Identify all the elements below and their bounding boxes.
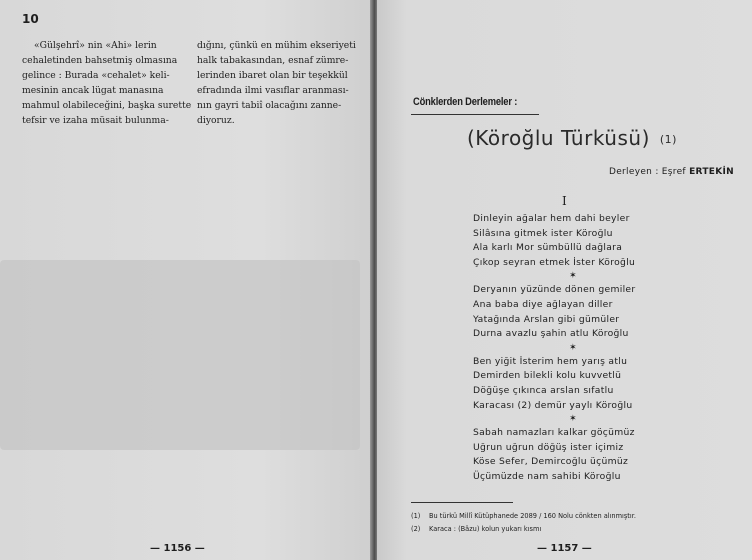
verse-line: Yatağında Arslan gibi gümüler <box>473 313 620 325</box>
text-line: mahmul olabileceğini, başka surette <box>22 100 192 111</box>
footnote <box>411 510 731 523</box>
footnote-rule <box>411 502 513 503</box>
footnote-mark: (2) <box>411 525 421 533</box>
footnote-text: Bu türkü Millî Kütüphanede 2089 / 160 Nolu cönkten alınmıştır. <box>429 512 636 520</box>
verse-line: Uğrun uğrun döğüş ister içimiz <box>473 441 624 453</box>
footnote-text: Karaca : (Bâzu) kolun yukarı kısmı <box>429 525 542 533</box>
title-footnote-ref: (1) <box>659 133 677 146</box>
byline-label: Derleyen : Eşref <box>608 167 686 177</box>
verse-line: Durna avazlu şahin atlu Köroğlu <box>473 328 629 340</box>
footnotes <box>411 510 731 536</box>
verse-line: Döğüşe çıkınca arslan sıfatlu <box>473 384 614 396</box>
verse-line: Deryanın yüzünde dönen gemiler <box>473 284 636 296</box>
byline <box>609 167 734 177</box>
byline-name: ERTEKİN <box>689 167 734 177</box>
text-line: diyoruz. <box>197 115 235 126</box>
stanza <box>473 283 683 341</box>
section-heading: Cönklerden Derlemeler : <box>413 96 518 108</box>
verse-line: Köse Sefer, Demircoğlu üçümüz <box>473 456 629 468</box>
stanza <box>473 212 683 270</box>
text-line: tefsir ve izaha müsait bulunma- <box>22 115 169 126</box>
stanza <box>473 426 683 484</box>
stanza-number: I <box>562 194 567 208</box>
text-line: «Gülşehrî» nin «Ahi» lerin <box>34 40 157 51</box>
text-line: mesinin ancak lügat manasına <box>22 85 164 96</box>
text-line: cehaletinden bahsetmiş olmasına <box>22 55 178 66</box>
verse-line: Çıkop seyran etmek İster Köroğlu <box>473 256 636 268</box>
footnote <box>411 523 731 536</box>
show-through-photo <box>0 260 360 450</box>
text-line: halk tabakasından, esnaf zümre- <box>197 55 349 66</box>
text-line: lerinden ibaret olan bir teşekkül <box>197 70 348 81</box>
heading-rule <box>411 114 539 115</box>
text-line: nın gayri tabiî olacağını zanne- <box>197 100 342 111</box>
text-line: dığını, çünkü en mühim ekseriyeti <box>197 40 356 51</box>
footnote-mark: (1) <box>411 512 421 520</box>
verse-line: Ben yiğit İsterim hem yarış atlu <box>473 355 628 367</box>
verse-line: Silâsına gitmek ister Köroğlu <box>473 227 613 239</box>
stanza <box>473 355 683 413</box>
right-page <box>377 0 752 560</box>
left-column-2 <box>197 38 365 128</box>
text-line: gelince : Burada «cehalet» keli- <box>22 70 170 81</box>
verse-line: Ana baba diye ağlayan diller <box>473 298 613 310</box>
poem-title-text: (Köroğlu Türküsü) <box>467 126 650 150</box>
stanza-separator-star: ✶ <box>569 414 577 425</box>
left-page-folio: — 1156 — <box>150 543 205 554</box>
verse-line: Ala karlı Mor sümbüllü dağlara <box>473 242 623 254</box>
verse-line: Dinleyin ağalar hem dahi beyler <box>473 213 630 224</box>
stanza-separator-star: ✶ <box>569 342 577 353</box>
verse-line: Üçümüzde nam sahibi Köroğlu <box>473 470 621 482</box>
text-line: efradında ilmi vasıflar aranması- <box>197 85 349 96</box>
verse-line: Demirden bilekli kolu kuvvetlü <box>473 370 622 382</box>
poem-body <box>473 212 683 485</box>
left-page-top-number: 10 <box>22 12 39 26</box>
verse-line: Sabah namazları kalkar göçümüz <box>473 427 635 439</box>
verse-line: Karacası (2) demür yaylı Köroğlu <box>473 399 633 411</box>
right-page-folio: — 1157 — <box>537 543 592 554</box>
stanza-separator-star: ✶ <box>569 271 577 282</box>
left-page <box>0 0 372 560</box>
left-column-1 <box>22 38 192 128</box>
poem-title <box>467 126 677 150</box>
